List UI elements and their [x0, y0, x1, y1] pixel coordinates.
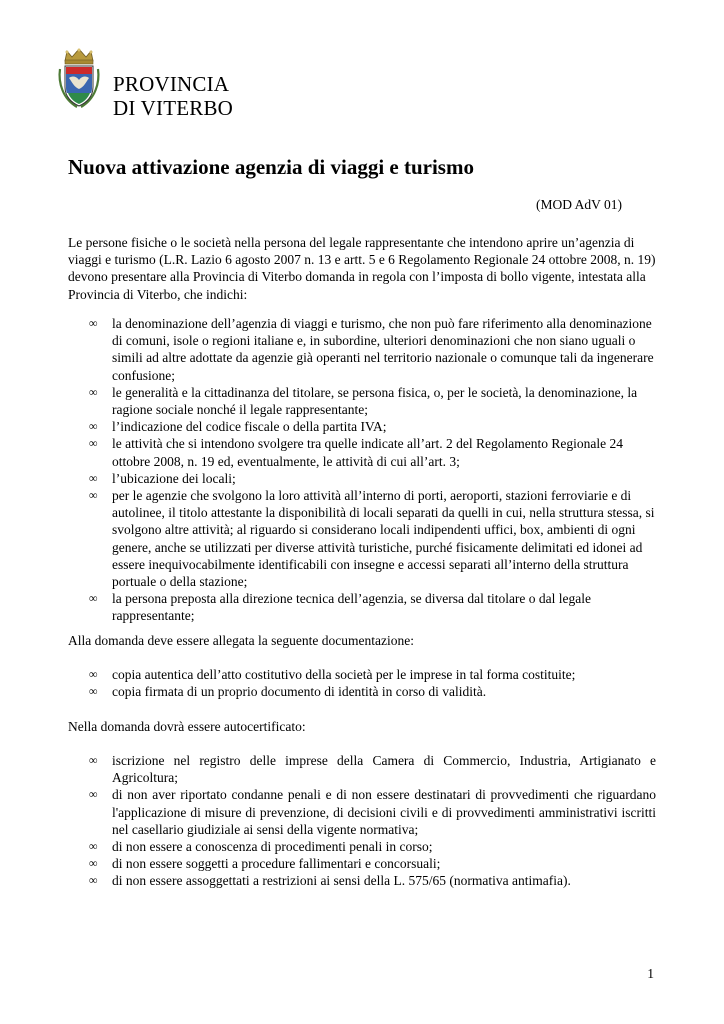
coat-of-arms-graphic — [57, 47, 101, 111]
self-certification-list — [68, 752, 656, 890]
bullet-icon: ∞ — [89, 470, 98, 485]
intro-paragraph: Le persone fisiche o le società nella persona del legale rappresentante che intendono aprire un’agenzia di viaggi e turismo (L.R. Lazio 6 agosto 2007 n. 13 e artt. 5 e 6 Regolamento Regionale 24 ottobre 2008, n. 19) devono presentare alla Provincia di Viterbo domanda in regola con l’imposta di bollo vigente, intestata alla Provincia di Viterbo, che indichi: — [68, 235, 656, 302]
list-item-text: per le agenzie che svolgono la loro attività all’interno di porti, aeroporti, stazioni ferroviarie e di autolinee, il titolo attestante la disponibilità di locali separati da quelli in cui, nella struttura stessa, si svolgono altre attività; al riguardo si considerano locali indipendenti uffici, box, ambienti di ogni genere, anche se utilizzati per diverse attività turistiche, purché fisicamente delimitati ed idonei ad essere inequivocabilmente identificabili con insegne e accessi separati all’interno della struttura portuale o della stazione; — [112, 488, 655, 590]
bullet-icon: ∞ — [89, 591, 98, 606]
form-code: (MOD AdV 01) — [535, 197, 622, 212]
attachments-list — [68, 666, 656, 700]
bullet-icon: ∞ — [89, 753, 98, 767]
list-item — [68, 666, 656, 683]
list-item — [68, 590, 656, 624]
province-name-line1: PROVINCIA — [113, 72, 230, 96]
bullet-icon: ∞ — [89, 419, 98, 434]
bullet-icon: ∞ — [89, 488, 98, 503]
list-item — [68, 487, 656, 590]
bullet-icon: ∞ — [89, 316, 98, 330]
bullet-icon: ∞ — [89, 787, 98, 802]
list-item-text: le attività che si intendono svolgere tra quelle indicate all’art. 2 del Regolamento Regionale 24 ottobre 2008, n. 19 ed, eventualmente, le attività di cui all’art. 3; — [112, 436, 623, 469]
list-item — [68, 435, 656, 469]
province-name-line2: DI VITERBO — [113, 96, 234, 120]
list-item-text: iscrizione nel registro delle imprese della Camera di Commercio, Industria, Artigianato e Agricoltura; — [112, 753, 656, 786]
attachments-paragraph: Alla domanda deve essere allegata la seguente documentazione: — [68, 633, 414, 648]
bullet-icon: ∞ — [89, 873, 98, 888]
list-item-text: l’indicazione del codice fiscale o della partita IVA; — [112, 419, 387, 435]
list-item-text: l’ubicazione dei locali; — [112, 470, 236, 486]
bullet-icon: ∞ — [89, 384, 98, 399]
requirements-list — [68, 315, 656, 625]
list-item-text: le generalità e la cittadinanza del titolare, se persona fisica, o, per le società, la denominazione, la ragione sociale nonché il legale rappresentante; — [112, 384, 638, 418]
bullet-icon: ∞ — [89, 684, 98, 699]
bullet-icon: ∞ — [89, 667, 98, 681]
list-item-text: di non aver riportato condanne penali e di non essere destinatari di provvedimenti che riguardano l'applicazione di misure di prevenzione, di decisioni civili e di provvedimenti amministrativi iscritti nel casellario giudiziale ai sensi della vigente normativa; — [112, 787, 656, 837]
list-item — [68, 683, 656, 700]
list-item — [68, 872, 656, 889]
list-item-text: di non essere assoggettati a restrizioni ai sensi della L. 575/65 (normativa antimafia). — [112, 873, 571, 889]
list-item — [68, 418, 656, 435]
bullet-icon: ∞ — [89, 436, 98, 451]
list-item-text: copia firmata di un proprio documento di identità in corso di validità. — [112, 684, 487, 700]
list-item-text: la persona preposta alla direzione tecnica dell’agenzia, se diversa dal titolare o dal legale rappresentante; — [112, 591, 592, 624]
list-item — [68, 384, 656, 418]
self-certification-paragraph: Nella domanda dovrà essere autocertificato: — [68, 719, 306, 734]
page-number: 1 — [647, 966, 654, 981]
list-item-text: la denominazione dell’agenzia di viaggi e turismo, che non può fare riferimento alla denominazione di comuni, isole o regioni italiane e, in subordine, ulteriori denominazioni che non siano uguali o simili ad altre adottate da agenzie già operanti nel territorio nazionale o comunque tali da ingenerare confusione; — [112, 316, 654, 383]
list-item-text: copia autentica dell’atto costitutivo della società per le imprese in tal forma costituite; — [112, 667, 576, 682]
list-item — [68, 838, 656, 855]
list-item — [68, 315, 656, 384]
coat-of-arms-icon — [57, 47, 101, 111]
list-item-text: di non essere a conoscenza di procedimenti penali in corso; — [112, 839, 433, 855]
document-title: Nuova attivazione agenzia di viaggi e turismo — [68, 155, 474, 179]
list-item — [68, 752, 656, 786]
list-item — [68, 470, 656, 487]
list-item-text: di non essere soggetti a procedure fallimentari e concorsuali; — [112, 856, 441, 872]
bullet-icon: ∞ — [89, 856, 98, 871]
list-item — [68, 855, 656, 872]
list-item — [68, 786, 656, 838]
bullet-icon: ∞ — [89, 839, 98, 854]
